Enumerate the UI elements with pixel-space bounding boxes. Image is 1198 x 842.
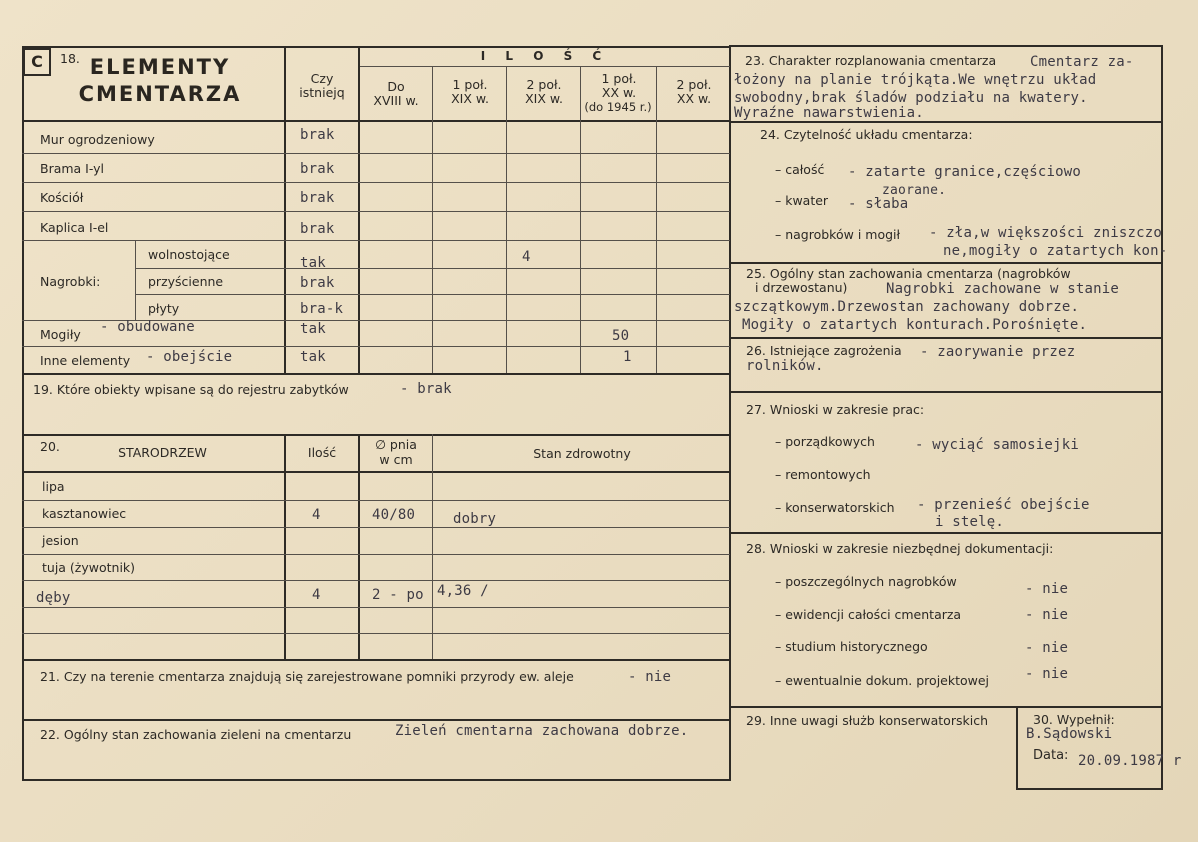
s18-col-exists-line1: Czy: [310, 71, 334, 86]
s30-label: 30. Wypełnił:: [1033, 712, 1115, 727]
s28-label: 28. Wnioski w zakresie niezbędnej dokumentacji:: [746, 541, 1054, 556]
row-mogily-exists: tak: [300, 321, 326, 337]
s20-row-sep: [22, 580, 730, 581]
tree-name: kasztanowiec: [42, 506, 127, 521]
s24-calosc-value: - zatarte granice,częściowo: [848, 164, 1081, 180]
s30-date: 20.09.1987 r: [1078, 753, 1182, 769]
tree-name: dęby: [36, 590, 71, 606]
s23-line2: łożony na planie trójkąta.We wnętrzu układ: [734, 72, 1097, 88]
s18-bottom: [22, 373, 730, 375]
s28-item-value: - nie: [1025, 581, 1069, 597]
s30-date-label: Data:: [1033, 748, 1069, 763]
s24-bottom: [731, 262, 1163, 264]
s27-kons-label: – konserwatorskich: [775, 500, 895, 515]
s18-ilosc-underline: [359, 66, 730, 67]
s20-col-health: Stan zdrowotny: [533, 446, 631, 461]
s20-row-sep: [22, 633, 730, 634]
nagrobki-subdivider: [135, 240, 136, 320]
s20-col-diam-left: [358, 434, 360, 659]
s24-nagrobkow-value: - zła,w większości zniszczo: [929, 225, 1162, 241]
s27-label: 27. Wnioski w zakresie prac:: [746, 402, 925, 417]
s20-number: 20.: [40, 439, 60, 454]
row-sep: [22, 182, 730, 183]
period-4-line3: (do 1945 r.): [584, 100, 652, 114]
row-brama-exists: brak: [300, 161, 335, 177]
s24-label: 24. Czytelność układu cmentarza:: [760, 127, 973, 142]
period-4-line1: 1 poł.: [601, 71, 637, 86]
s27-porz-value: - wyciąć samosiejki: [915, 437, 1079, 453]
s19-bottom: [22, 434, 730, 436]
s20-row-sep: [22, 607, 730, 608]
tree-name: tuja (żywotnik): [42, 560, 136, 575]
nagrobki-label: Nagrobki:: [40, 274, 101, 289]
s27-rem-label: – remontowych: [775, 467, 871, 482]
s22-value: Zieleń cmentarna zachowana dobrze.: [395, 723, 689, 739]
row-sep: [135, 268, 730, 269]
row-kaplica-label: Kaplica I-el: [40, 220, 109, 235]
s24-kwater-label: – kwater: [775, 193, 829, 208]
s18-header-bottom: [22, 120, 730, 122]
frame-bottom-right: [1017, 788, 1163, 790]
row-sep: [135, 294, 730, 295]
tree-health: 4,36 /: [437, 583, 489, 599]
s30-name: B.Sądowski: [1026, 726, 1113, 742]
tree-name: jesion: [42, 533, 79, 548]
s20-col-health-left: [432, 434, 433, 659]
s20-row-sep: [22, 554, 730, 555]
s27-kons-value2: i stelę.: [935, 514, 1005, 530]
s20-row-sep: [22, 527, 730, 528]
row-inne-p4: 1: [623, 349, 632, 365]
s28-item-value: - nie: [1025, 640, 1069, 656]
s18-title-line2: CMENTARZA: [78, 82, 242, 106]
s25-line3: Mogiły o zatartych konturach.Porośnięte.: [742, 317, 1088, 333]
period-3-line2: XIX w.: [525, 91, 563, 106]
s30-divider: [1016, 706, 1018, 790]
row-wolno-label: wolnostojące: [148, 247, 230, 262]
row-inne-label: Inne elementy: [40, 353, 131, 368]
s24-calosc-label: – całość: [775, 162, 825, 177]
frame-top-left: [22, 46, 730, 48]
row-plyty-exists: bra-k: [300, 301, 344, 317]
period-3-line1: 2 poł.: [526, 77, 562, 92]
tree-health: dobry: [453, 511, 497, 527]
s21-bottom: [22, 719, 730, 721]
frame-mid: [729, 45, 731, 781]
s25-bottom: [731, 337, 1163, 339]
s28-item-label: – ewidencji całości cmentarza: [775, 607, 962, 622]
period-1-line2: XVIII w.: [373, 93, 419, 108]
s28-item-label: – poszczególnych nagrobków: [775, 574, 957, 589]
s24-calosc-value2: zaorane.: [882, 183, 947, 198]
s23-label: 23. Charakter rozplanowania cmentarza: [745, 53, 997, 68]
row-mur-label: Mur ogrodzeniowy: [40, 132, 155, 147]
tree-qty: 4: [312, 507, 321, 523]
s23-line1: Cmentarz za-: [1030, 54, 1134, 70]
period-2-line2: XIX w.: [451, 91, 489, 106]
row-przysc-exists: brak: [300, 275, 335, 291]
row-wolno-p3: 4: [522, 249, 531, 265]
s18-col-p3-left: [506, 66, 507, 374]
s20-col-qty: Ilość: [307, 445, 337, 460]
period-1-line1: Do: [387, 79, 405, 94]
row-sep: [22, 153, 730, 154]
s26-label: 26. Istniejące zagrożenia: [746, 343, 902, 358]
frame-left: [22, 46, 24, 781]
row-mogily-p4: 50: [612, 328, 630, 344]
row-brama-label: Brama I-yl: [40, 161, 105, 176]
s21-value: - nie: [628, 669, 672, 685]
s27-kons-value: - przenieść obejście: [917, 497, 1090, 513]
row-inne-exists: tak: [300, 349, 326, 365]
s27-bottom: [731, 532, 1163, 534]
s25-line2: szczątkowym.Drzewostan zachowany dobrze.: [734, 299, 1080, 315]
row-przysc-label: przyścienne: [148, 274, 224, 289]
row-sep: [22, 346, 730, 347]
s18-col-exists-line2: istniejq: [299, 85, 345, 100]
s28-item-value: - nie: [1025, 666, 1069, 682]
s24-nagrobkow-label: – nagrobków i mogił: [775, 227, 901, 242]
s29-label: 29. Inne uwagi służb konserwatorskich: [746, 713, 988, 728]
s28-bottom: [731, 706, 1163, 708]
s28-item-label: – ewentualnie dokum. projektowej: [775, 673, 990, 688]
s20-col-diam-line1: ∅ pnia: [375, 437, 417, 452]
s22-label: 22. Ogólny stan zachowania zieleni na cmentarzu: [40, 727, 352, 742]
s23-bottom: [731, 121, 1163, 123]
row-kaplica-exists: brak: [300, 221, 335, 237]
s23-line4: Wyraźne nawarstwienia.: [734, 105, 924, 121]
s18-col-p5-left: [656, 66, 657, 374]
s25-line1: Nagrobki zachowane w stanie: [886, 281, 1119, 297]
tree-name: lipa: [42, 479, 65, 494]
s18-title-line1: ELEMENTY: [89, 55, 231, 79]
row-kosciol-exists: brak: [300, 190, 335, 206]
frame-right: [1161, 45, 1163, 790]
s18-number: 18.: [60, 51, 80, 66]
s18-col-p2-left: [432, 66, 433, 374]
row-kosciol-label: Kościół: [40, 190, 84, 205]
frame-top-right: [731, 45, 1163, 47]
period-5-line2: XX w.: [676, 91, 712, 106]
s20-col-qty-left: [284, 434, 286, 659]
tree-qty: 4: [312, 587, 321, 603]
s20-header-bottom: [22, 471, 730, 473]
s28-item-label: – studium historycznego: [775, 639, 928, 654]
tree-diam: 40/80: [372, 507, 416, 523]
row-sep: [22, 211, 730, 212]
row-mogily-label: Mogiły: [40, 327, 81, 342]
s21-label: 21. Czy na terenie cmentarza znajdują się zarejestrowane pomniki przyrody ew. aleje: [40, 669, 574, 684]
s20-row-sep: [22, 500, 730, 501]
row-mogily-extra: - obudowane: [100, 319, 195, 335]
s26-bottom: [731, 391, 1163, 393]
row-wolno-exists: tak: [300, 255, 326, 271]
row-inne-extra: - obejście: [146, 349, 233, 365]
section-letter-box: C: [23, 48, 51, 76]
s20-bottom: [22, 659, 730, 661]
period-2-line1: 1 poł.: [452, 77, 488, 92]
period-5-line1: 2 poł.: [676, 77, 712, 92]
row-plyty-label: płyty: [148, 301, 180, 316]
period-4-line2: XX w.: [601, 85, 637, 100]
tree-diam: 2 - po: [372, 587, 424, 603]
s19-value: - brak: [400, 381, 452, 397]
frame-bottom-left: [22, 779, 731, 781]
row-mur-exists: brak: [300, 127, 335, 143]
s18-ilosc-header: I L O Ś Ć: [480, 49, 610, 63]
s19-label: 19. Które obiekty wpisane są do rejestru zabytków: [33, 382, 349, 397]
s27-porz-label: – porządkowych: [775, 434, 875, 449]
s24-nagrobkow-value2: ne,mogiły o zatartych kon-: [943, 243, 1168, 259]
s24-kwater-value: - słaba: [848, 196, 909, 212]
s26-value: - zaorywanie przez: [920, 344, 1076, 360]
s20-title: STARODRZEW: [118, 445, 207, 460]
s23-line3: swobodny,brak śladów podziału na kwatery.: [734, 90, 1088, 106]
row-sep: [22, 240, 730, 241]
s25-label-line2: i drzewostanu): [755, 280, 848, 295]
s25-label-line1: 25. Ogólny stan zachowania cmentarza (nagrobków: [746, 266, 1071, 281]
s28-item-value: - nie: [1025, 607, 1069, 623]
s20-col-diam-line2: w cm: [379, 452, 413, 467]
s26-value2: rolników.: [746, 358, 824, 374]
